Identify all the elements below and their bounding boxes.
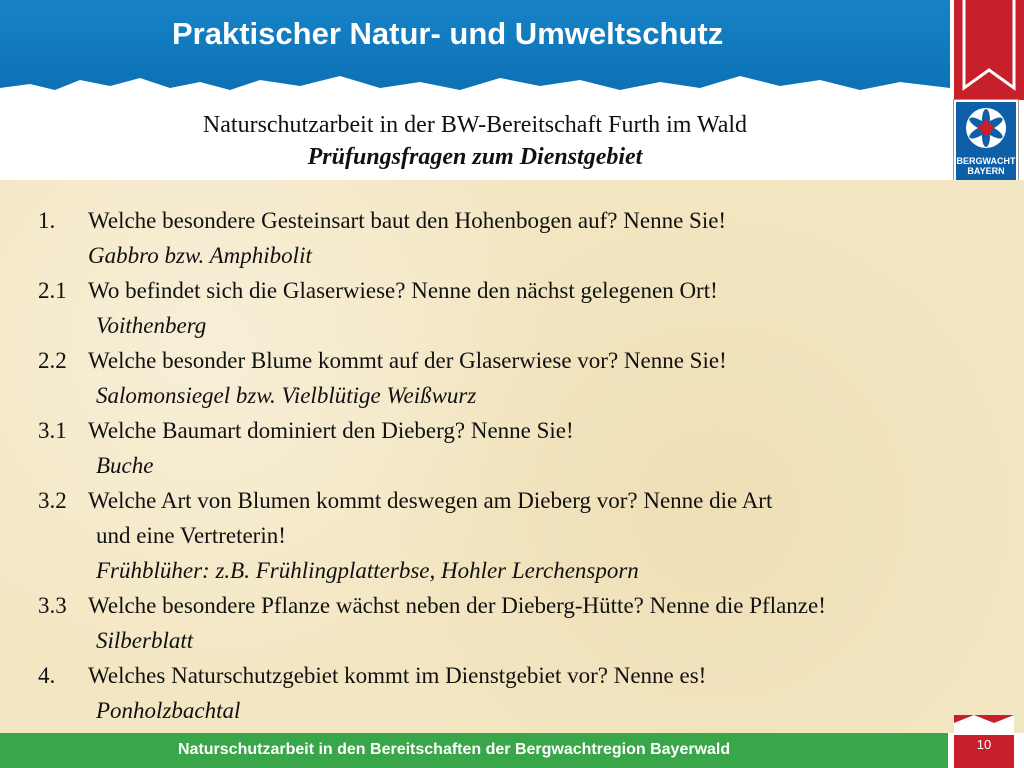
question-text: Welche besondere Gesteinsart baut den Hohenbogen auf? Nenne Sie! [88, 208, 727, 233]
logo-line2: BAYERN [967, 166, 1005, 176]
question-text: Welche besonder Blume kommt auf der Glaserwiese vor? Nenne Sie! [88, 348, 727, 373]
answer-text: Silberblatt [96, 628, 194, 653]
header-band [0, 0, 950, 100]
answer-text: Salomonsiegel bzw. Vielblütige Weißwurz [96, 383, 477, 408]
slide-title: Praktischer Natur- und Umweltschutz [172, 16, 724, 51]
bergwacht-logo [954, 100, 1018, 182]
question-text: Welches Naturschutzgebiet kommt im Dienstgebiet vor? Nenne es! [88, 663, 707, 688]
subheader-line1: Naturschutzarbeit in der BW-Bereitschaft Furth im Wald [202, 112, 748, 138]
answer-text: Frühblüher: z.B. Frühlingplatterbse, Hohler Lerchensporn [96, 558, 639, 583]
question-number: 4. [38, 663, 56, 688]
subheader [0, 100, 950, 180]
answer-text: Voithenberg [96, 313, 207, 338]
footer-bar [0, 733, 948, 768]
question-text: Welche besondere Pflanze wächst neben der Dieberg-Hütte? Nenne die Pflanze! [88, 593, 826, 618]
question-number: 2.2 [38, 348, 67, 373]
question-number: 1. [38, 208, 56, 233]
question-number: 3.2 [38, 488, 67, 513]
page-number: 10 [976, 737, 992, 752]
content-area [0, 180, 1024, 733]
question-text-continued: und eine Vertreterin! [96, 523, 286, 548]
footer-text: Naturschutzarbeit in den Bereitschaften der Bergwachtregion Bayerwald [178, 741, 731, 758]
logo-red-panel [954, 0, 1024, 100]
question-text: Welche Baumart dominiert den Dieberg? Nenne Sie! [88, 418, 574, 443]
answer-text: Gabbro bzw. Amphibolit [88, 243, 312, 268]
question-number: 2.1 [38, 278, 67, 303]
edelweiss-icon [956, 102, 1016, 154]
page-number-box [954, 715, 1014, 768]
question-text: Welche Art von Blumen kommt deswegen am Dieberg vor? Nenne die Art [88, 488, 773, 513]
answer-text: Ponholzbachtal [96, 698, 241, 723]
question-text: Wo befindet sich die Glaserwiese? Nenne den nächst gelegenen Ort! [88, 278, 718, 303]
question-number: 3.3 [38, 593, 67, 618]
answer-text: Buche [96, 453, 154, 478]
subheader-line2: Prüfungsfragen zum Dienstgebiet [307, 144, 643, 170]
question-number: 3.1 [38, 418, 67, 443]
logo-line1: BERGWACHT [956, 156, 1016, 166]
